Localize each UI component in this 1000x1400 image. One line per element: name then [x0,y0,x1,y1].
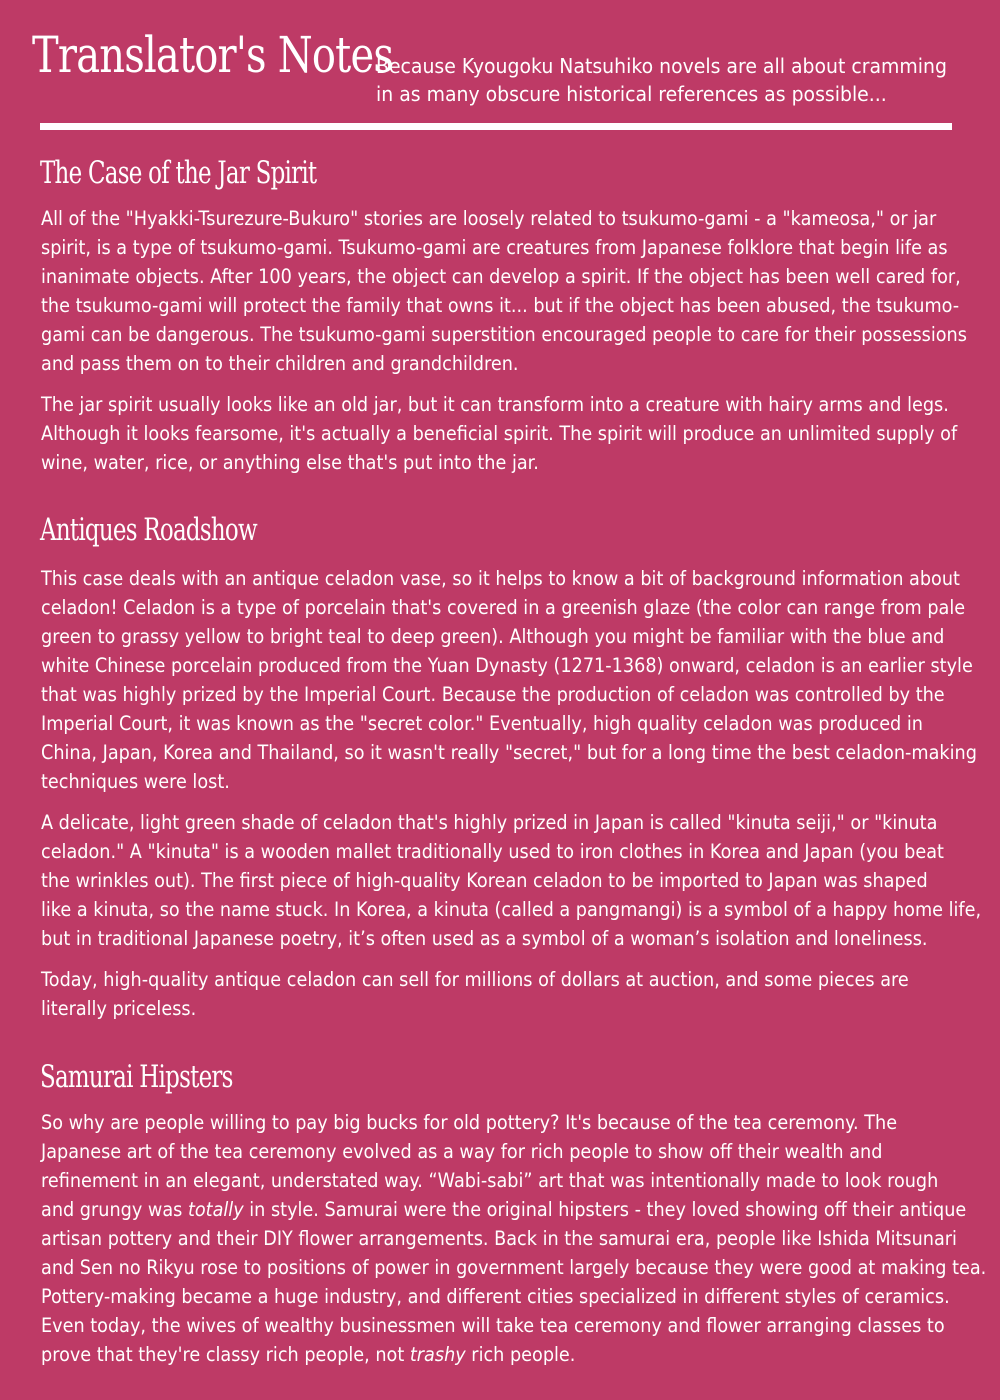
text-line: celadon." A "kinuta" is a wooden mallet traditionally used to iron clothes in Korea and Japan (you beat [41,840,944,863]
text-line: refinement in an elegant, understated way. “Wabi-sabi” art that was intentionally made to look rough [41,1169,939,1192]
text-line: white Chinese porcelain produced from the Yuan Dynasty (1271-1368) onward, celadon is an earlier style [41,654,973,677]
emphasis-text: totally [187,1198,244,1221]
subtitle-line: in as many obscure historical references as possible... [376,82,887,106]
text-line [41,1340,892,1369]
section-body [41,564,982,1023]
text-line: that was highly prized by the Imperial Court. Because the production of celadon was controlled by the [41,683,945,706]
text-line: artisan pottery and their DIY flower arrangements. Back in the samurai era, people like Ishida Mitsunari [41,1227,957,1250]
text-line: but in traditional Japanese poetry, it’s often used as a symbol of a woman’s isolation and loneliness. [41,927,928,950]
text-fragment: rich people. [465,1343,576,1366]
text-line: Imperial Court, it was known as the "secret color." Eventually, high quality celadon was produced in [41,712,923,735]
text-line: inanimate objects. After 100 years, the object can develop a spirit. If the object has been well cared for, [41,265,961,288]
text-line: and Sen no Rikyu rose to positions of power in government largely because they were good at making tea. [41,1256,987,1279]
page-subtitle [376,52,947,108]
section-heading: Samurai Hipsters [40,1059,233,1095]
text-fragment: Samurai were the original hipsters - they loved showing off their antique [324,1198,967,1221]
text-line: All of the "Hyakki-Tsurezure-Bukuro" stories are loosely related to tsukumo-gami - a "kameosa," or jar [41,207,937,230]
header-divider [40,123,952,130]
emphasis-text: trashy [409,1343,466,1366]
text-line: Japanese art of the tea ceremony evolved as a way for rich people to show off their wealth and [41,1140,883,1163]
text-line: techniques were lost. [41,770,230,793]
section-body [41,1108,987,1369]
section-body [41,204,967,477]
text-line: The jar spirit usually looks like an old jar, but it can transform into a creature with hairy arms and legs. [41,393,949,416]
text-line: China, Japan, Korea and Thailand, so it wasn't really "secret," but for a long time the best celadon-making [41,741,977,764]
text-line: Today, high-quality antique celadon can sell for millions of dollars at auction, and some pieces are [41,968,909,991]
text-fragment: and grungy was [41,1198,188,1221]
text-line: the wrinkles out). The first piece of high-quality Korean celadon to be imported to Japan was shaped [41,869,928,892]
text-line: literally priceless. [41,997,197,1020]
text-fragment: prove that they're classy rich people, not [41,1343,410,1366]
text-fragment: in style. [243,1198,325,1221]
section-heading: The Case of the Jar Spirit [40,155,317,191]
text-line: like a kinuta, so the name stuck. In Korea, a kinuta (called a pangmangi) is a symbol of a happy home life, [41,898,982,921]
text-line: A delicate, light green shade of celadon that's highly prized in Japan is called "kinuta seiji," or "kinuta [41,811,938,834]
subtitle-line: Because Kyougoku Natsuhiko novels are all about cramming [376,54,947,78]
text-line: Pottery-making became a huge industry, and different cities specialized in different styles of ceramics. [41,1285,950,1308]
text-line: and pass them on to their children and grandchildren. [41,352,519,375]
header [0,0,1000,140]
section-heading: Antiques Roadshow [40,512,257,548]
text-line: Even today, the wives of wealthy businessmen will take tea ceremony and flower arranging classes to [41,1314,945,1337]
text-line: So why are people willing to pay big bucks for old pottery? It's because of the tea ceremony. The [41,1111,898,1134]
page-title: Translator's Notes [32,26,394,84]
text-line: spirit, is a type of tsukumo-gami. Tsukumo-gami are creatures from Japanese folklore that begin life as [41,236,948,259]
text-line: the tsukumo-gami will protect the family that owns it... but if the object has been abused, the tsukumo- [41,294,960,317]
text-line: celadon! Celadon is a type of porcelain that's covered in a greenish glaze (the color can range from pale [41,596,966,619]
text-line: green to grassy yellow to bright teal to deep green). Although you might be familiar with the blue and [41,625,945,648]
text-line: Although it looks fearsome, it's actually a beneficial spirit. The spirit will produce an unlimited supply of [41,422,958,445]
text-line: gami can be dangerous. The tsukumo-gami superstition encouraged people to care for their possessions [41,323,967,346]
text-line: This case deals with an antique celadon vase, so it helps to know a bit of background information about [41,567,960,590]
text-line: wine, water, rice, or anything else that's put into the jar. [41,451,539,474]
text-line [41,1195,967,1224]
